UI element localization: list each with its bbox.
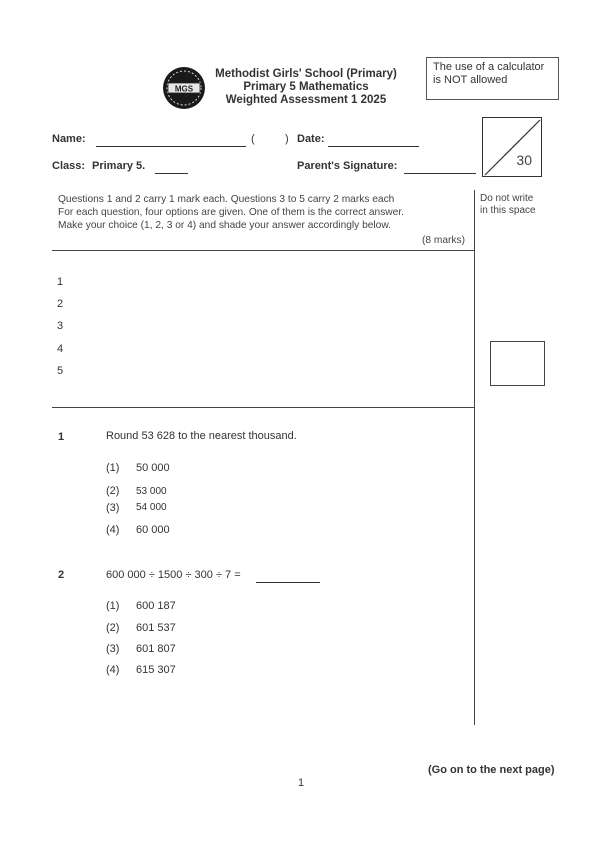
section-marks: (8 marks) <box>421 235 465 246</box>
instruction-line3: Make your choice (1, 2, 3 or 4) and shade your answer accordingly below. <box>58 220 391 231</box>
index-open-paren: ( <box>251 133 255 145</box>
do-not-write-line1: Do not write <box>480 193 534 204</box>
answer-row-3[interactable]: 3 <box>57 320 64 332</box>
logo-text: MGS <box>174 84 194 94</box>
margin-divider <box>474 190 475 725</box>
instructions <box>58 193 468 232</box>
class-field[interactable] <box>155 172 188 174</box>
q1-option-1-value: 50 000 <box>136 462 170 474</box>
divider-top <box>52 250 475 251</box>
q2-option-1-value: 600 187 <box>136 600 176 612</box>
do-not-write-note <box>480 193 550 217</box>
score-diagonal <box>483 118 543 178</box>
question-1-text: Round 53 628 to the nearest thousand. <box>106 430 297 442</box>
school-title-block <box>210 68 402 107</box>
q1-option-1-label[interactable]: (1) <box>106 462 120 474</box>
go-on-note: (Go on to the next page) <box>428 764 555 776</box>
calculator-notice <box>426 57 559 100</box>
q2-option-1-label[interactable]: (1) <box>106 600 120 612</box>
q2-option-2-value: 601 537 <box>136 622 176 634</box>
subject-title: Primary 5 Mathematics <box>243 81 369 93</box>
q1-option-3-label[interactable]: (3) <box>106 502 120 514</box>
instruction-line1: Questions 1 and 2 carry 1 mark each. Questions 3 to 5 carry 2 marks each <box>58 194 395 205</box>
name-label: Name: <box>52 133 86 145</box>
name-field[interactable] <box>96 145 246 147</box>
index-close-paren: ) <box>285 133 289 145</box>
question-2-answer-blank[interactable] <box>256 581 320 583</box>
page-number: 1 <box>298 777 305 789</box>
divider-bottom <box>52 407 475 408</box>
q1-option-4-label[interactable]: (4) <box>106 524 120 536</box>
question-2-number: 2 <box>58 569 65 581</box>
calculator-notice-line2: is NOT allowed <box>433 74 508 86</box>
answer-row-2[interactable]: 2 <box>57 298 64 310</box>
date-field[interactable] <box>328 145 419 147</box>
answer-row-1[interactable]: 1 <box>57 276 64 288</box>
total-marks: 30 <box>516 152 532 168</box>
parent-signature-field[interactable] <box>404 172 476 174</box>
instruction-line2: For each question, four options are given. One of them is the correct answer. <box>58 207 404 218</box>
q1-option-3-value: 54 000 <box>136 502 167 513</box>
class-label: Class: <box>52 160 86 172</box>
score-box <box>482 117 542 177</box>
q2-option-4-label[interactable]: (4) <box>106 664 120 676</box>
q2-option-2-label[interactable]: (2) <box>106 622 120 634</box>
calculator-notice-line1: The use of a calculator <box>433 61 545 73</box>
do-not-write-line2: in this space <box>480 205 536 216</box>
q1-option-2-value: 53 000 <box>136 486 167 497</box>
school-name: Methodist Girls' School (Primary) <box>215 68 397 80</box>
q1-option-4-value: 60 000 <box>136 524 170 536</box>
q2-option-4-value: 615 307 <box>136 664 176 676</box>
answer-row-4[interactable]: 4 <box>57 343 64 355</box>
date-label: Date: <box>297 133 325 145</box>
class-value: Primary 5. <box>92 160 146 172</box>
question-1-number: 1 <box>58 431 65 443</box>
q1-option-2-label[interactable]: (2) <box>106 485 120 497</box>
parent-signature-label: Parent's Signature: <box>297 160 398 172</box>
q2-option-3-value: 601 807 <box>136 643 176 655</box>
answer-row-5[interactable]: 5 <box>57 365 64 377</box>
school-logo <box>160 64 208 112</box>
question-2-text: 600 000 ÷ 1500 ÷ 300 ÷ 7 = <box>106 569 241 581</box>
assessment-title: Weighted Assessment 1 2025 <box>225 94 387 106</box>
q2-option-3-label[interactable]: (3) <box>106 643 120 655</box>
examiner-mark-box <box>490 341 545 386</box>
